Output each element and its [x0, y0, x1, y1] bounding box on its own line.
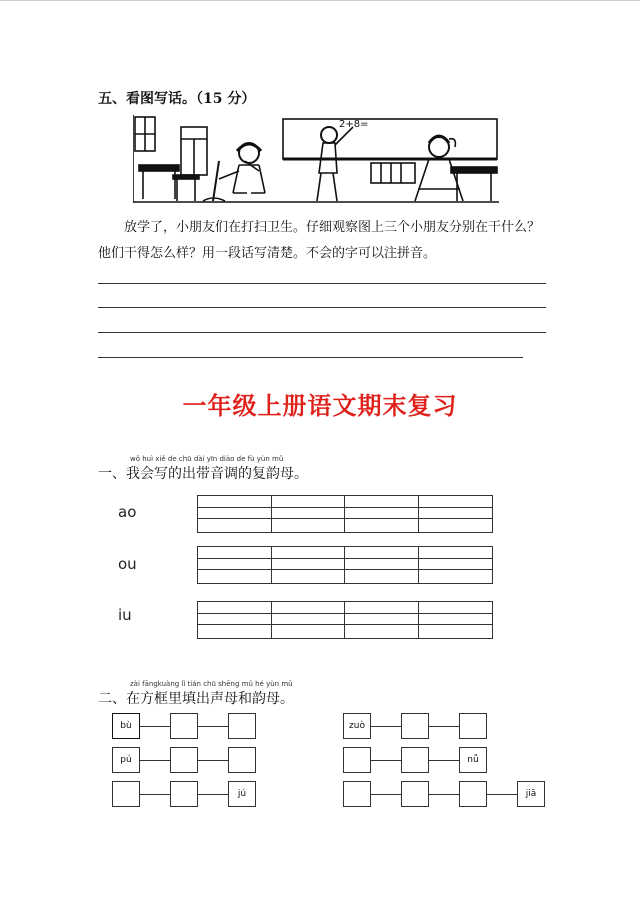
syllable-box: jiā [517, 781, 545, 807]
connector-line [371, 760, 401, 761]
connector-line [429, 726, 459, 727]
connector-line [198, 794, 228, 795]
section-5-heading: 五、看图写话。（15 分） [98, 91, 256, 107]
connector-line [371, 726, 401, 727]
section-5-instructions: 放学了，小朋友们在打扫卫生。仔细观察图上三个小朋友分别在干什么？他们干得怎么样？用一段话写清楚。不会的字可以注拼音。 [98, 220, 541, 261]
writing-line [98, 332, 546, 333]
blackboard-text: 2+8= [339, 119, 369, 130]
answer-box[interactable] [112, 781, 140, 807]
answer-box[interactable] [170, 781, 198, 807]
writing-line [98, 283, 546, 284]
classroom-cleaning-illustration [133, 115, 499, 203]
vowel-label: ou [118, 555, 137, 573]
syllable-box: zuò [343, 713, 371, 739]
part-1-pinyin: wǒ huì xiě de chū dài yīn diào de fù yùn mǔ [130, 455, 284, 463]
vowel-label: iu [118, 606, 132, 624]
syllable-box: bù [112, 713, 140, 739]
syllable-box: jú [228, 781, 256, 807]
part-2-pinyin: zài fāngkuàng lǐ tián chū shēng mǔ hé yùn mǔ [130, 680, 293, 688]
answer-box[interactable] [228, 747, 256, 773]
answer-box[interactable] [228, 713, 256, 739]
answer-box[interactable] [343, 747, 371, 773]
writing-line [98, 307, 546, 308]
connector-line [198, 760, 228, 761]
connector-line [140, 794, 170, 795]
connector-line [487, 794, 517, 795]
writing-line [98, 357, 523, 358]
part-1-title: 一、我会写的出带音调的复韵母。 [98, 466, 308, 482]
connector-line [429, 760, 459, 761]
answer-box[interactable] [170, 713, 198, 739]
answer-box[interactable] [401, 713, 429, 739]
vowel-label: ao [118, 503, 137, 521]
part-2-title: 二、在方框里填出声母和韵母。 [98, 691, 294, 707]
syllable-box: nǚ [459, 747, 487, 773]
syllable-box: pú [112, 747, 140, 773]
connector-line [140, 726, 170, 727]
answer-box[interactable] [459, 781, 487, 807]
answer-box[interactable] [170, 747, 198, 773]
connector-line [140, 760, 170, 761]
answer-box[interactable] [459, 713, 487, 739]
answer-box[interactable] [401, 781, 429, 807]
writing-grid[interactable] [197, 546, 493, 584]
main-title: 一年级上册语文期末复习 [182, 391, 458, 420]
writing-grid[interactable] [197, 495, 493, 533]
connector-line [371, 794, 401, 795]
connector-line [429, 794, 459, 795]
answer-box[interactable] [401, 747, 429, 773]
writing-grid[interactable] [197, 601, 493, 639]
answer-box[interactable] [343, 781, 371, 807]
page-top-border [0, 0, 640, 1]
connector-line [198, 726, 228, 727]
